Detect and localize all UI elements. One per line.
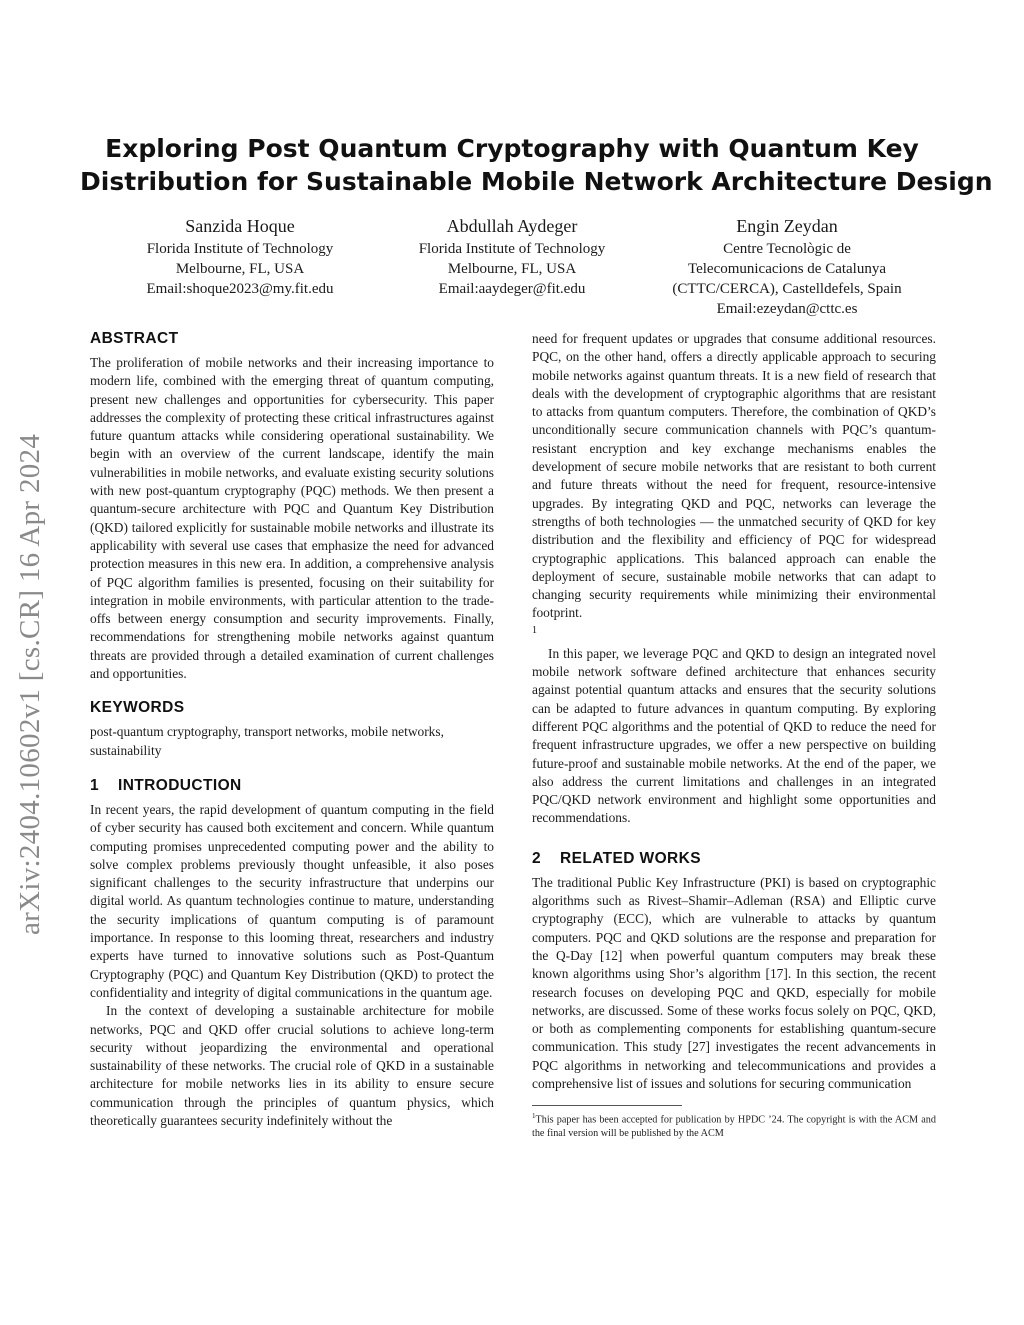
author-1 — [120, 214, 360, 299]
author-location: (CTTC/CERCA), Castelldefels, Spain — [672, 281, 902, 297]
title-line-1: Exploring Post Quantum Cryptography with Quantum Key — [105, 134, 919, 163]
title-line-2: Distribution for Sustainable Mobile Network Architecture Design — [80, 167, 993, 196]
author-name: Sanzida Hoque — [185, 216, 295, 236]
left-column — [90, 330, 494, 1130]
arxiv-side-stamp: arXiv:2404.10602v1 [cs.CR] 16 Apr 2024 — [14, 433, 46, 935]
author-location: Melbourne, FL, USA — [175, 261, 305, 277]
section-title: INTRODUCTION — [118, 776, 242, 794]
author-email: Email:ezeydan@cttc.es — [716, 301, 858, 317]
keywords-heading: KEYWORDS — [90, 699, 185, 717]
intro-paragraph-2: In the context of developing a sustainable architecture for mobile networks, PQC and QKD offer crucial solutions to achieve long-term security without jeopardizing the environmental and operational sustainability of these networks. The crucial role of QKD in a sustainable architecture for mobile networks lies in its ability to ensure secure communication through the principles of quantum physics, which theoretically guarantees security indefinitely without the — [90, 1003, 494, 1128]
author-affiliation: Centre Tecnològic de — [723, 241, 851, 257]
paper-title — [80, 132, 993, 198]
intro-paragraph-4: In this paper, we leverage PQC and QKD to design an integrated novel mobile network software defined architecture that enhances security against potential quantum attacks and ensures that the security solutions can be adapted to future advances in quantum computing. By exploring different PQC algorithms and the potential of QKD to reduce the need for frequent infrastructure upgrades, we offer a new perspective on building future-proof and sustainable mobile networks. At the end of the paper, we also address the current limitations and challenges in an integrated PQC/QKD network environment and highlight some opportunities and recommendations. — [532, 645, 936, 826]
keywords-text: post-quantum cryptography, transport networks, mobile networks, sustainability — [90, 724, 444, 758]
footnote-marker: 1 — [532, 624, 537, 636]
author-email: Email:shoque2023@my.fit.edu — [146, 281, 334, 297]
author-affiliation: Florida Institute of Technology — [418, 241, 606, 257]
author-affiliation: Florida Institute of Technology — [146, 241, 334, 257]
author-affiliation: Telecomunicacions de Catalunya — [687, 261, 887, 277]
abstract-heading: ABSTRACT — [90, 330, 179, 347]
section-heading-introduction — [90, 777, 494, 795]
footnote-text: This paper has been accepted for publication by HPDC ’24. The copyright is with the ACM and the final version will be published by the ACM — [532, 1114, 936, 1139]
footnote-number: 1 — [532, 1112, 536, 1121]
section-title: RELATED WORKS — [560, 849, 701, 867]
intro-paragraph-1: In recent years, the rapid development of quantum computing in the field of cyber security has caused both excitement and concern. While quantum computing promises unprecedented computing power and the ability to solve complex problems previously thought unfeasible, it also poses significant challenges to the security infrastructure that underpins our digital world. As quantum technologies continue to mature, understanding the security implications of quantum computing is of paramount importance. In response to this looming threat, researchers and industry experts have turned to innovative solutions such as Post-Quantum Cryptography (PQC) and Quantum Key Distribution (QKD) to protect the confidentiality and integrity of digital communications in the quantum age. — [90, 801, 494, 1000]
author-name: Abdullah Aydeger — [446, 216, 578, 236]
footnote-divider — [532, 1105, 682, 1106]
author-email: Email:aaydeger@fit.edu — [438, 281, 586, 297]
author-name: Engin Zeydan — [736, 216, 838, 236]
footnote — [532, 1110, 936, 1139]
author-location: Melbourne, FL, USA — [447, 261, 577, 277]
section-heading-related-works — [532, 850, 936, 868]
related-works-paragraph: The traditional Public Key Infrastructure (PKI) is based on cryptographic algorithms such as Rivest–Shamir–Adleman (RSA) and Elliptic curve cryptography (ECC), which are vulnerable to attacks by quantum computers. PQC and QKD solutions are the response and preparation for the Q-Day [12] when powerful quantum computers may break these known algorithms using Shor’s algorithm [17]. In this section, the recent research focuses on developing PQC and QKD, especially for mobile networks, are discussed. Some of these works focus solely on PQC, QKD, or both as complementing components for establishing quantum-secure communication. This study [27] investigates the recent advancements in PQC algorithms in networking and telecommunications and provides a comprehensive list of issues and solutions for securing communication — [532, 874, 936, 1091]
section-number: 1 — [90, 776, 100, 794]
author-3 — [652, 214, 922, 319]
author-2 — [392, 214, 632, 299]
abstract-text: The proliferation of mobile networks and their increasing importance to modern life, combined with the emerging threat of quantum computing, present new challenges and opportunities for cybersecurity. This paper addresses the complexity of protecting these critical infrastructures against future quantum attacks while considering operational sustainability. We begin with an overview of the current landscape, identify the main vulnerabilities in mobile networks, and evaluate existing security solutions with new post-quantum cryptography (PQC) methods. We then present a quantum-secure architecture with PQC and Quantum Key Distribution (QKD) tailored explicitly for sustainable mobile networks and illustrate its applicability with several use cases that emphasize the need for advanced protection measures in this new era. In addition, a comprehensive analysis of PQC algorithm families is presented, focusing on their suitability for integration in mobile environments, with particular attention to the trade-offs between energy consumption and security improvements. Finally, recommendations for strengthening mobile networks against quantum threats are provided through a detailed examination of current challenges and opportunities. — [90, 355, 494, 682]
right-column — [532, 330, 936, 1140]
section-number: 2 — [532, 849, 542, 867]
intro-paragraph-3: need for frequent updates or upgrades that consume additional resources. PQC, on the other hand, offers a directly applicable approach to securing mobile networks against quantum threats. It is a new field of research that deals with the development of cryptographic algorithms that are resistant to attacks from quantum computers. Therefore, the combination of QKD’s unconditionally secure communication channels with PQC’s quantum-resistant encryption and key exchange mechanisms enables the development of secure mobile networks that are resistant to both current and future threats without the need for frequent, resource-intensive upgrades. By integrating QKD and PQC, networks can leverage the strengths of both technologies — the unmatched security of QKD for key distribution and the flexibility and efficiency of PQC for widespread cryptographic applications. This balanced approach can enable the deployment of secure, sustainable mobile networks that can adapt to changing security requirements while minimizing their environmental footprint. — [532, 331, 936, 621]
